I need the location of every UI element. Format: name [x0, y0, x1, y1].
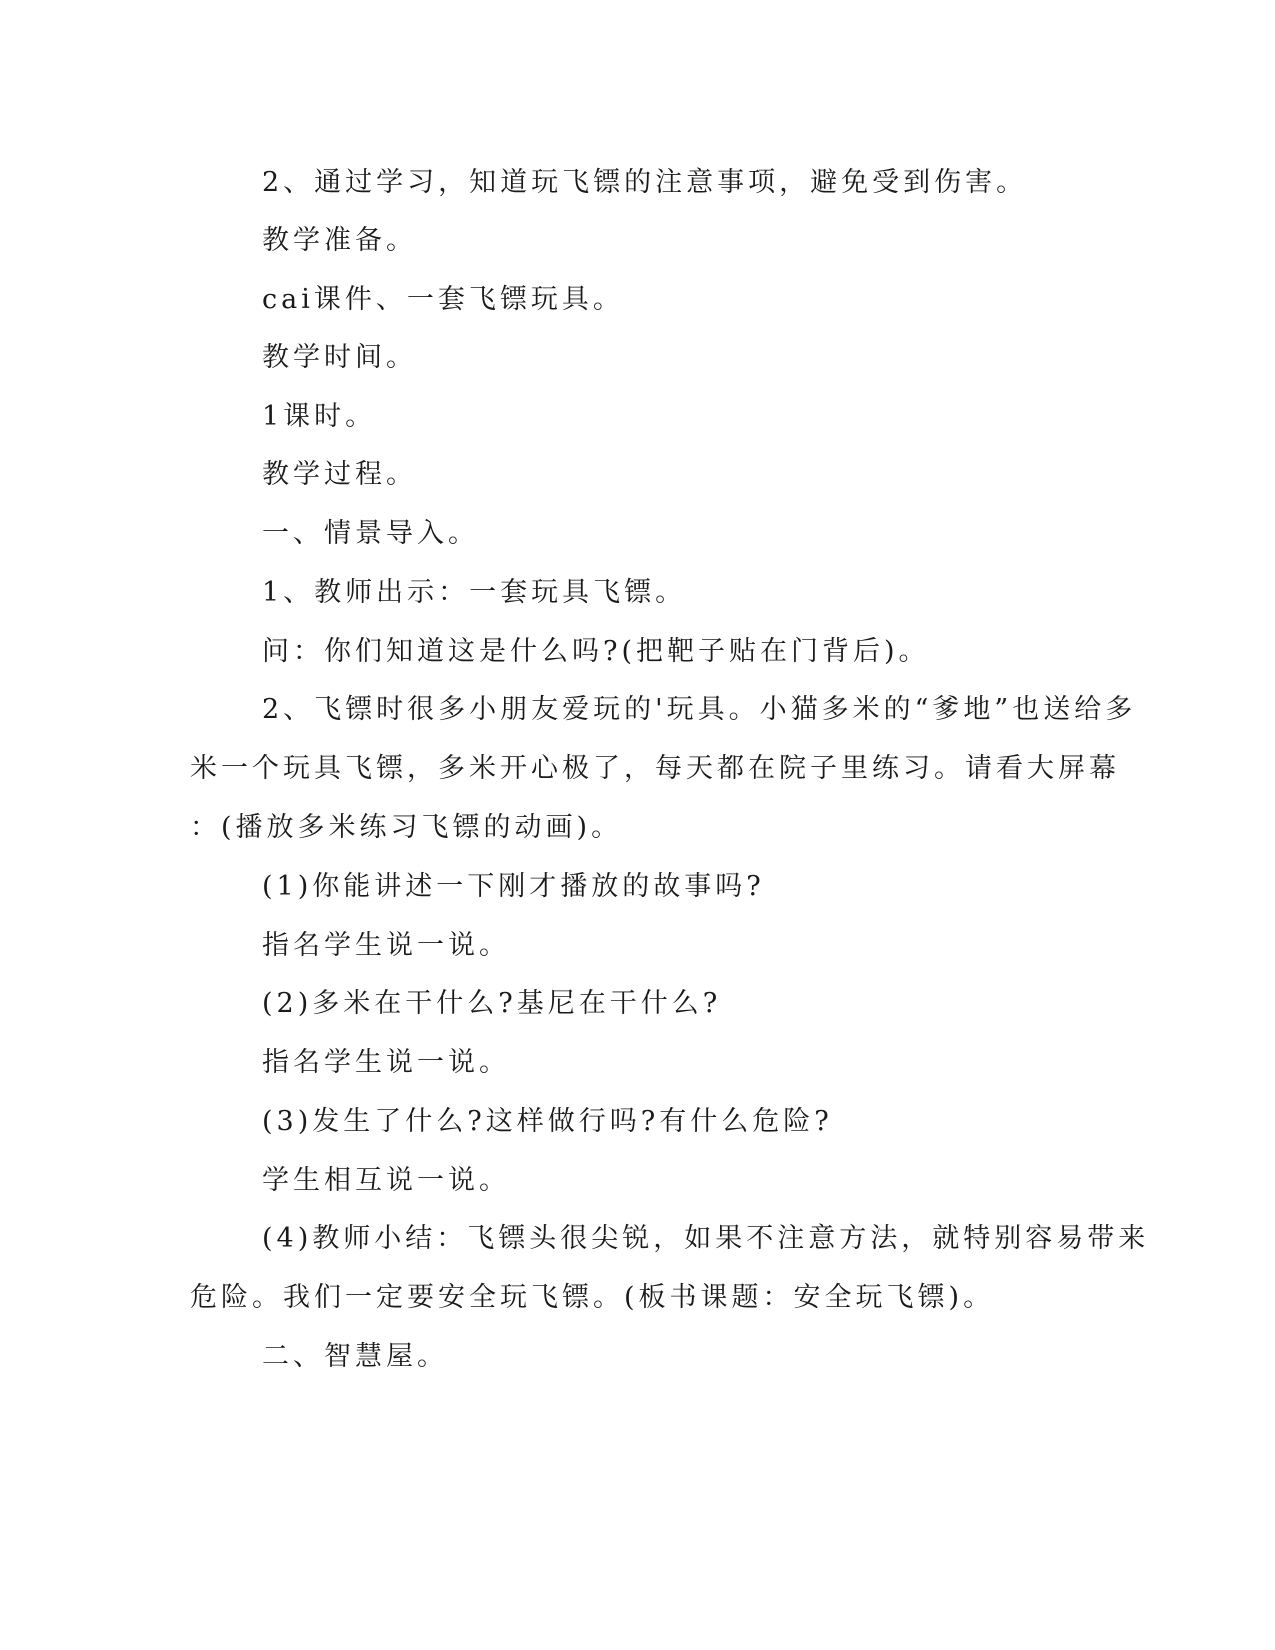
- section-heading: 教学准备。: [262, 225, 417, 256]
- paragraph-line: 指名学生说一说。: [262, 1047, 510, 1078]
- section-heading: 二、智慧屋。: [262, 1341, 448, 1372]
- paragraph-line: 危险。我们一定要安全玩飞镖。(板书课题：安全玩飞镖)。: [190, 1282, 995, 1313]
- paragraph-line: cai课件、一套飞镖玩具。: [262, 284, 624, 315]
- paragraph-line: 1课时。: [262, 401, 377, 432]
- section-heading: 教学过程。: [262, 459, 417, 490]
- paragraph-line: 2、飞镖时很多小朋友爱玩的'玩具。小猫多米的“爹地”也送给多: [262, 694, 1137, 725]
- paragraph-line: 问：你们知道这是什么吗?(把靶子贴在门背后)。: [262, 636, 930, 667]
- paragraph-line: 1、教师出示：一套玩具飞镖。: [262, 577, 687, 608]
- section-heading: 一、情景导入。: [262, 518, 479, 549]
- paragraph-line: ：(播放多米练习飞镖的动画)。: [190, 812, 623, 843]
- question-line: (1)你能讲述一下刚才播放的故事吗?: [262, 871, 765, 902]
- question-line: (3)发生了什么?这样做行吗?有什么危险?: [262, 1106, 833, 1137]
- paragraph-line: 米一个玩具飞镖，多米开心极了，每天都在院子里练习。请看大屏幕: [190, 753, 1120, 784]
- paragraph-line: (4)教师小结：飞镖头很尖锐，如果不注意方法，就特别容易带来: [262, 1223, 1150, 1254]
- paragraph-line: 指名学生说一说。: [262, 930, 510, 961]
- question-line: (2)多米在干什么?基尼在干什么?: [262, 988, 722, 1019]
- objective-line: 2、通过学习，知道玩飞镖的注意事项，避免受到伤害。: [262, 167, 1028, 198]
- section-heading: 教学时间。: [262, 342, 417, 373]
- paragraph-line: 学生相互说一说。: [262, 1165, 510, 1196]
